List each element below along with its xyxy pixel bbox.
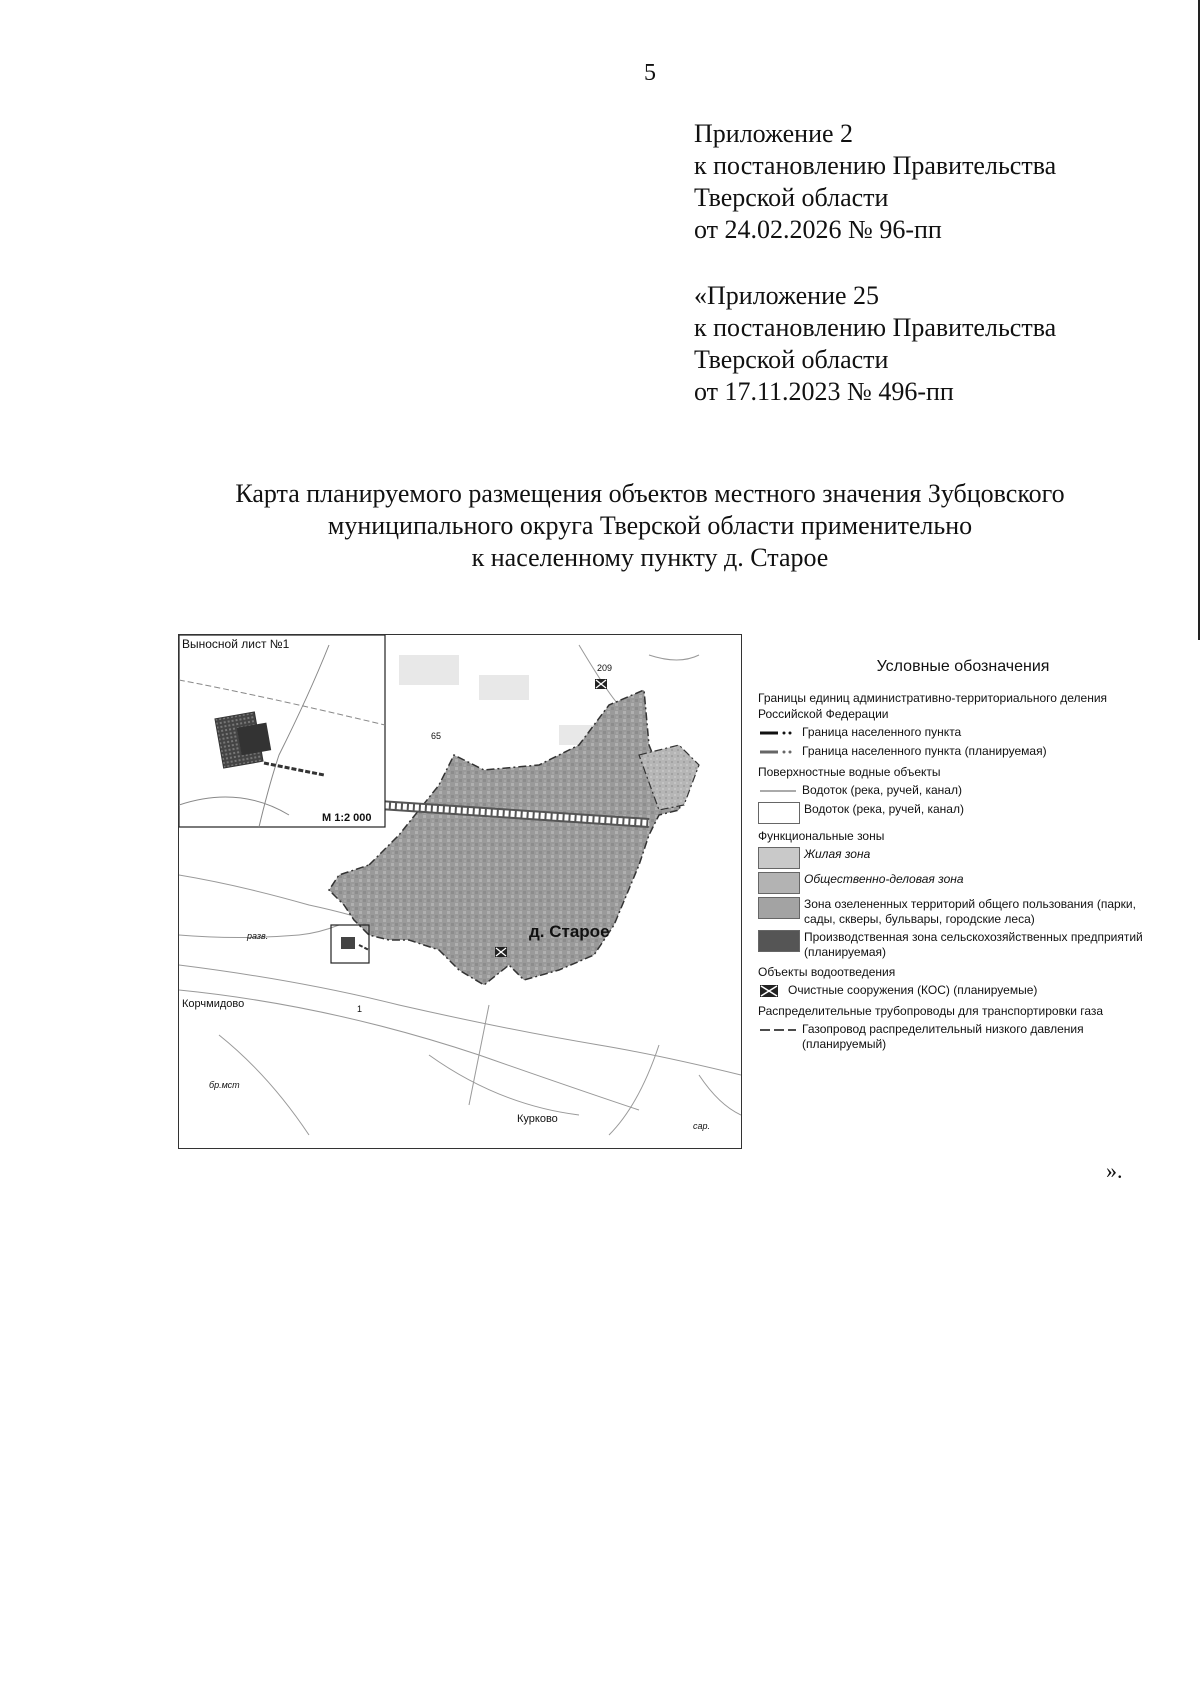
zone-green-label: Зона озелененных территорий общего пользования (парки, сады, скверы, бульвары, городские леса) [804,897,1136,926]
legend-gas-pipeline [758,1022,1158,1052]
zone-industrial-swatch [758,930,800,952]
legend-border-planned [758,744,1158,760]
legend-zone-residential [758,847,1158,869]
map [178,634,742,1149]
legend-section-gas: Распределительные трубопроводы для транспортировки газа [758,1004,1104,1018]
attachment-2-line-2: к постановлению Правительства [694,313,1057,342]
legend-treatment [758,983,1158,999]
document-title [0,478,1200,574]
legend-water-area [758,802,1158,824]
zone-business-swatch [758,872,800,894]
zone-residential-label: Жилая зона [804,847,871,861]
attachment-1-line-1: Приложение 2 [694,119,854,148]
field-texture [399,655,599,745]
label-sar: сар. [693,1121,711,1131]
inset-marker-object [341,937,355,949]
gas-pipeline-label: Газопровод распределительный низкого давления (планируемый) [802,1022,1084,1051]
attachment-2-line-3: Тверской области [694,345,889,374]
legend-zone-business [758,872,1158,894]
border-planned-label: Граница населенного пункта (планируемая) [802,744,1047,758]
inset-scale: М 1:2 000 [322,812,372,824]
treatment-icon [758,983,784,999]
treatment-symbol-2 [495,947,507,957]
zone-residential-swatch [758,847,800,869]
attachment-2-line-4: от 17.11.2023 № 496-пп [694,377,954,406]
border-settlement-label: Граница населенного пункта [802,725,962,739]
closing-mark: ». [1106,1158,1123,1183]
legend-section-water: Поверхностные водные объекты [758,765,941,779]
water-line-label: Водоток (река, ручей, канал) [802,783,962,797]
legend-section-admin: Границы единиц административно-территориального деления Российской Федерации [758,691,1108,721]
place-kurkovo: Курково [517,1113,558,1125]
zone-green-swatch [758,897,800,919]
border-planned-icon [758,744,798,760]
label-road: разв. [247,931,269,941]
legend-section-drain: Объекты водоотведения [758,965,896,979]
title-line-2: муниципального округа Тверской области применительно [327,511,973,540]
treatment-label: Очистные сооружения (КОС) (планируемые) [788,983,1038,997]
page-number: 5 [644,60,656,86]
legend-border-settlement [758,725,1158,741]
treatment-symbol-1 [595,679,607,689]
zone-business-label: Общественно-деловая зона [804,872,964,886]
inset-title: Выносной лист №1 [182,637,290,651]
attachment-1-line-3: Тверской области [694,183,889,212]
attachment-header-1 [694,118,1056,246]
attachment-1-line-2: к постановлению Правительства [694,151,1057,180]
legend-zone-industrial [758,930,1158,960]
label-brmost: бр.мст [209,1080,240,1090]
water-line-icon [758,783,798,799]
title-line-1: Карта планируемого размещения объектов местного значения Зубцовского [235,479,1065,508]
map-drawing [179,635,741,1148]
water-area-icon [758,802,800,824]
zone-industrial-label: Производственная зона сельскохозяйственных предприятий (планируемая) [804,930,1143,959]
settlement-label: д. Старое [529,922,610,941]
legend-section-zones: Функциональные зоны [758,829,885,843]
title-line-3: к населенному пункту д. Старое [471,543,829,572]
border-settlement-icon [758,725,798,741]
place-korchmidovo: Корчмидово [182,998,245,1010]
water-area-label: Водоток (река, ручей, канал) [804,802,964,816]
map-legend [758,658,1158,1055]
label-65: 65 [431,731,442,741]
attachment-1-line-4: от 24.02.2026 № 96-пп [694,215,942,244]
legend-zone-green [758,897,1158,927]
gas-pipeline-icon [758,1022,798,1038]
legend-title: Условные обозначения [876,658,1050,675]
label-inset-num: 1 [357,1004,363,1014]
attachment-2-line-1: «Приложение 25 [694,281,880,310]
legend-water-line [758,783,1158,799]
label-209: 209 [597,663,613,673]
attachment-header-2 [694,280,1056,408]
